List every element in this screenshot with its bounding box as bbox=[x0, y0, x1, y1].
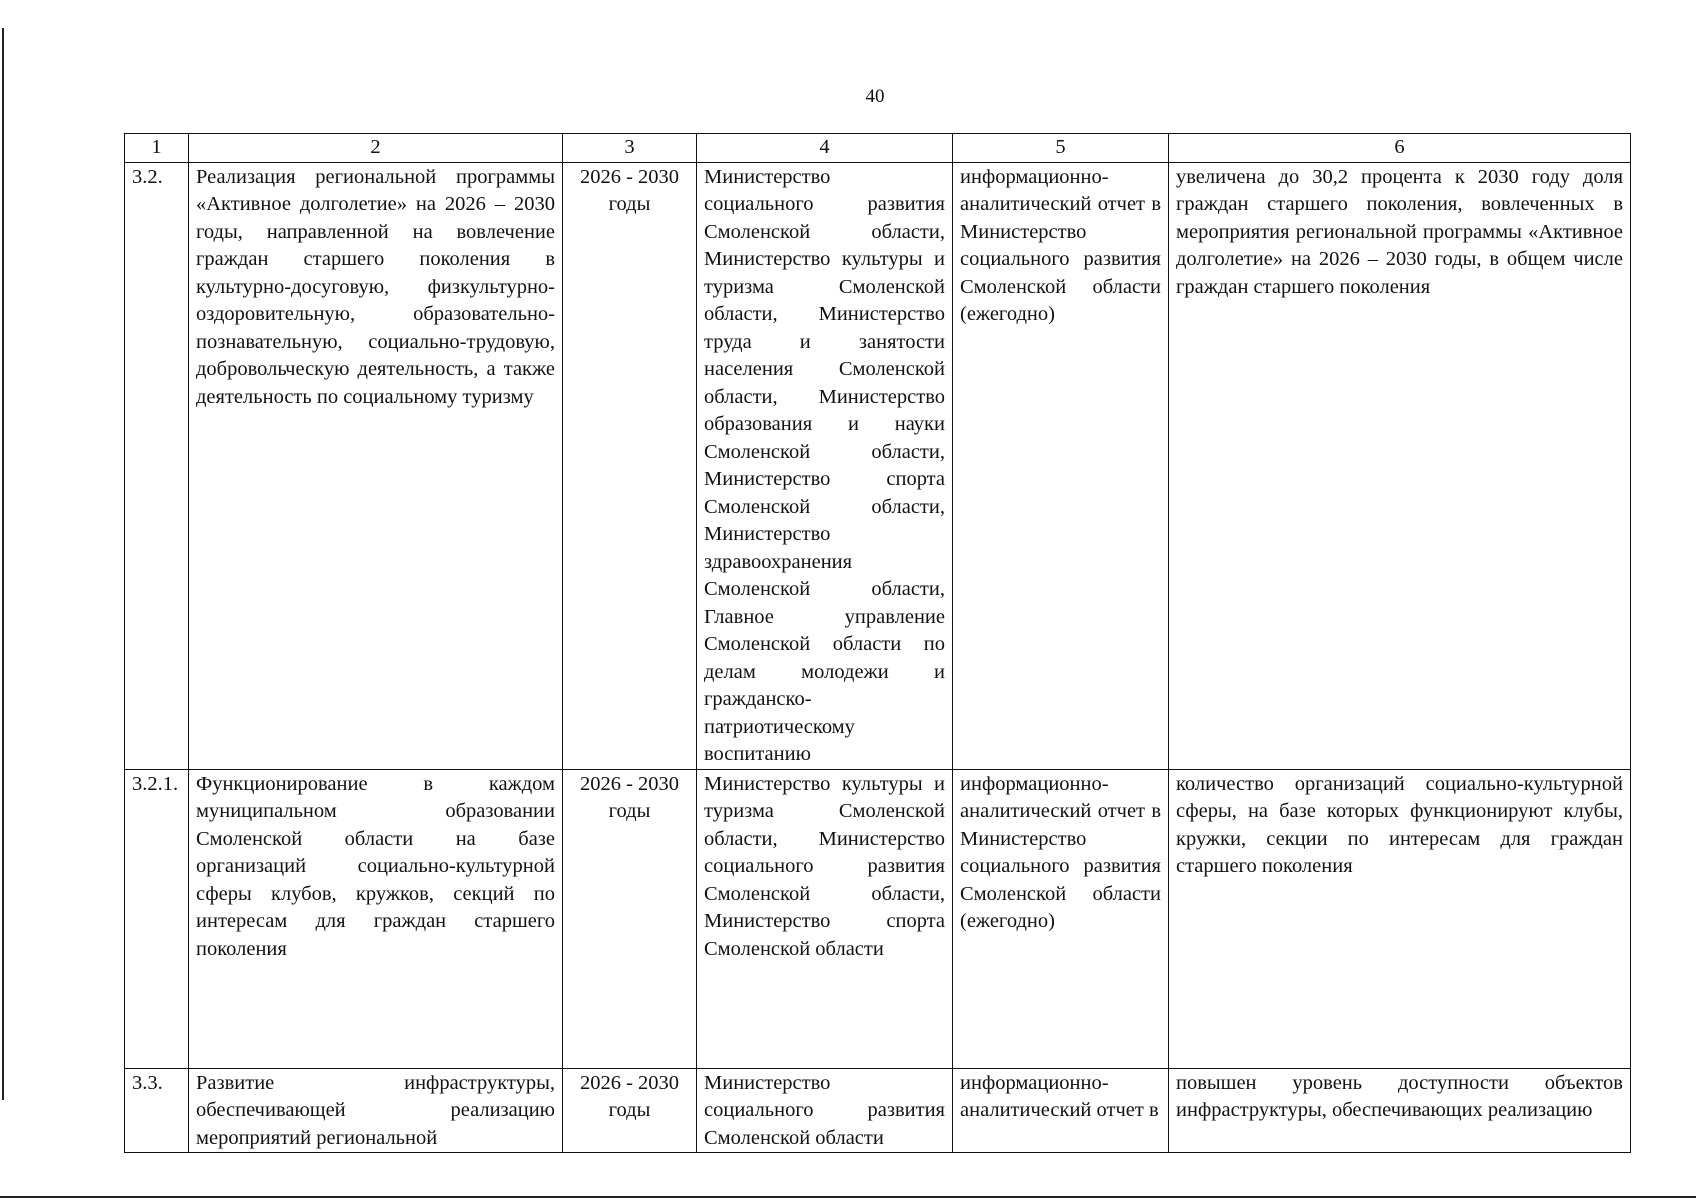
header-col-1: 1 bbox=[125, 134, 189, 163]
report-cell: информационно-аналитический отчет в Министерство социального развития Смоленской области (ежегодно) bbox=[953, 769, 1169, 1068]
header-col-3: 3 bbox=[563, 134, 697, 163]
row-number: 3.3. bbox=[125, 1068, 189, 1153]
activity-cell: Развитие инфраструктуры, обеспечивающей реализацию мероприятий региональной bbox=[189, 1068, 563, 1153]
table-row bbox=[125, 769, 1631, 1068]
header-col-6: 6 bbox=[1169, 134, 1631, 163]
plan-table bbox=[124, 133, 1631, 1153]
result-cell: увеличена до 30,2 процента к 2030 году доля граждан старшего поколения, вовлеченных в мероприятия региональной программы «Активное долголетие» на 2026 – 2030 годы, в общем числе граждан старшего поколения bbox=[1169, 162, 1631, 769]
row-number: 3.2.1. bbox=[125, 769, 189, 1068]
responsible-cell: Министерство культуры и туризма Смоленской области, Министерство социального развития Смоленской области, Министерство спорта Смоленской области bbox=[697, 769, 953, 1068]
report-cell: информационно-аналитический отчет в bbox=[953, 1068, 1169, 1153]
table-row bbox=[125, 1068, 1631, 1153]
period-cell: 2026 - 2030 годы bbox=[563, 1068, 697, 1153]
period-cell: 2026 - 2030 годы bbox=[563, 162, 697, 769]
activity-cell: Реализация региональной программы «Активное долголетие» на 2026 – 2030 годы, направленной на вовлечение граждан старшего поколения в культурно-досуговую, физкультурно-оздоровительную, образовательно-познавательную, социально-трудовую, добровольческую деятельность, а также деятельность по социальному туризму bbox=[189, 162, 563, 769]
result-cell: количество организаций социально-культурной сферы, на базе которых функционируют клубы, кружки, секции по интересам для граждан старшего поколения bbox=[1169, 769, 1631, 1068]
table-row bbox=[125, 162, 1631, 769]
header-col-5: 5 bbox=[953, 134, 1169, 163]
header-col-4: 4 bbox=[697, 134, 953, 163]
header-row bbox=[125, 134, 1631, 163]
row-number: 3.2. bbox=[125, 162, 189, 769]
header-col-2: 2 bbox=[189, 134, 563, 163]
result-cell: повышен уровень доступности объектов инфраструктуры, обеспечивающих реализацию bbox=[1169, 1068, 1631, 1153]
page-number: 40 bbox=[865, 86, 885, 107]
responsible-cell: Министерство социального развития Смоленской области bbox=[697, 1068, 953, 1153]
activity-cell: Функционирование в каждом муниципальном образовании Смоленской области на базе организаций социально-культурной сферы клубов, кружков, секций по интересам для граждан старшего поколения bbox=[189, 769, 563, 1068]
scan-edge-left bbox=[2, 28, 4, 1100]
report-cell: информационно-аналитический отчет в Министерство социального развития Смоленской области (ежегодно) bbox=[953, 162, 1169, 769]
responsible-cell: Министерство социального развития Смоленской области, Министерство культуры и туризма Смоленской области, Министерство труда и занятости населения Смоленской области, Министерство образования и науки Смоленской области, Министерство спорта Смоленской области, Министерство здравоохранения Смоленской области, Главное управление Смоленской области по делам молодежи и гражданско-патриотическому воспитанию bbox=[697, 162, 953, 769]
period-cell: 2026 - 2030 годы bbox=[563, 769, 697, 1068]
scan-edge-bottom bbox=[0, 1196, 1696, 1198]
